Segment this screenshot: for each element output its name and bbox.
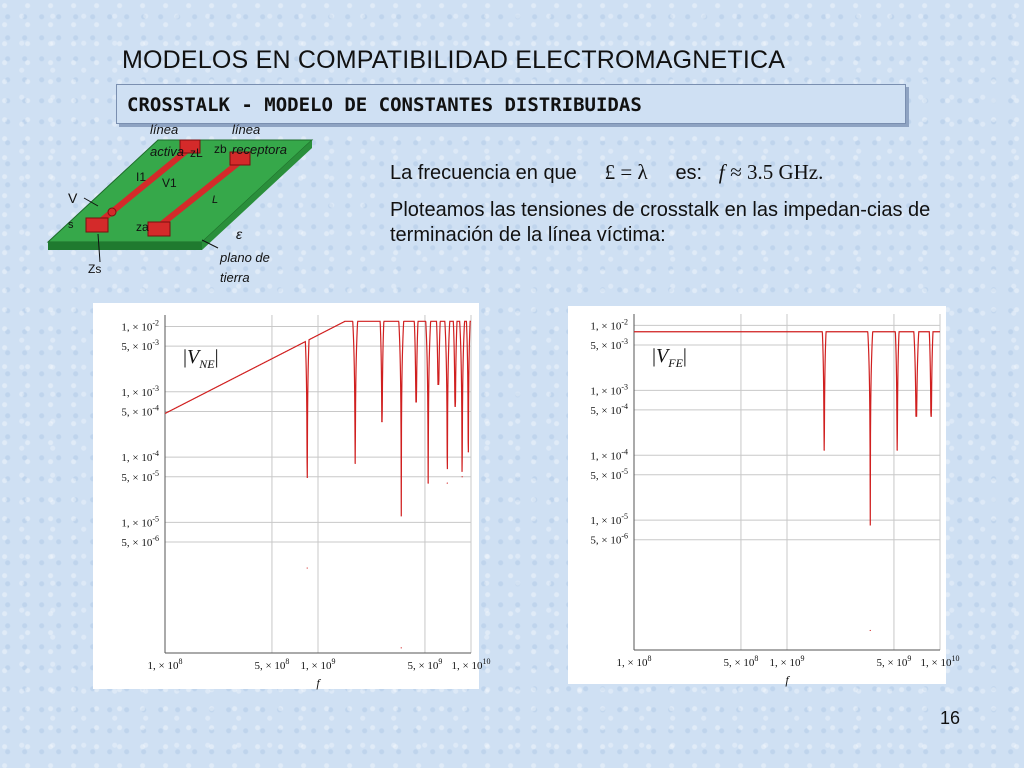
series-label: $|V_{NE}|$ <box>183 346 219 371</box>
y-tick-label: 1, × $10^{-3}$ <box>121 383 159 399</box>
label-v1: V1 <box>162 176 177 190</box>
label-vs: V <box>68 190 78 206</box>
y-tick-label: 5, × $10^{-6}$ <box>121 534 159 550</box>
vfe-plot <box>568 306 960 687</box>
x-tick-label: 1, × $10^8$ <box>616 654 652 669</box>
label-plano-2: tierra <box>220 270 250 285</box>
y-tick-label: 5, × $10^{-4}$ <box>121 403 159 419</box>
frequency-prefix: La frecuencia en que <box>390 162 577 184</box>
x-axis-label: f <box>785 673 789 687</box>
source-box <box>86 218 108 232</box>
frequency-f: f <box>718 160 725 184</box>
y-tick-label: 1, × $10^{-5}$ <box>590 512 628 528</box>
null-point <box>897 450 898 451</box>
label-epsilon: ε <box>236 226 243 242</box>
y-tick-label: 1, × $10^{-3}$ <box>590 382 628 398</box>
label-zs: Zs <box>88 262 102 276</box>
null-point <box>447 482 448 483</box>
null-point <box>455 406 456 407</box>
label-za: za <box>136 220 149 234</box>
frequency-formula: £ = λ <box>604 160 648 184</box>
y-tick-label: 5, × $10^{-3}$ <box>590 336 628 352</box>
label-zl: zL <box>190 146 203 160</box>
slide-subtitle: CROSSTALK - MODELO DE CONSTANTES DISTRIBUIDAS <box>127 94 642 116</box>
x-tick-label: 1, × $10^9$ <box>300 657 336 672</box>
null-point <box>916 416 917 417</box>
null-point <box>824 450 825 451</box>
label-zb: zb <box>214 142 227 156</box>
frequency-value: ≈ 3.5 GHz. <box>730 160 824 184</box>
za-box <box>148 222 170 236</box>
label-l: L <box>212 194 219 206</box>
null-point <box>438 384 439 385</box>
null-point <box>381 421 382 422</box>
subtitle-box <box>116 84 906 124</box>
x-tick-label: 1, × $10^{10}$ <box>451 657 491 672</box>
y-tick-label: 5, × $10^{-4}$ <box>590 401 628 417</box>
crosstalk-circuit-figure <box>40 122 320 292</box>
y-tick-label: 1, × $10^{-4}$ <box>590 447 628 463</box>
series-label: $|V_{FE}|$ <box>652 345 687 370</box>
y-tick-label: 5, × $10^{-5}$ <box>590 466 628 482</box>
label-plano-1: plano de <box>220 250 270 265</box>
null-point <box>416 401 417 402</box>
x-tick-label: 1, × $10^8$ <box>147 657 183 672</box>
label-linea-receptora-2: receptora <box>232 142 287 157</box>
label-linea-activa-1: línea <box>150 122 179 137</box>
vne-plot <box>93 303 491 690</box>
null-point <box>870 630 871 631</box>
x-tick-label: 1, × $10^9$ <box>769 654 805 669</box>
null-point <box>355 463 356 464</box>
y-tick-label: 5, × $10^{-3}$ <box>121 338 159 354</box>
slide-title: MODELOS EN COMPATIBILIDAD ELECTROMAGNETICA <box>122 46 786 74</box>
frequency-statement <box>390 160 823 185</box>
source-node <box>108 208 116 216</box>
y-tick-label: 1, × $10^{-5}$ <box>121 514 159 530</box>
label-s: s <box>68 219 74 231</box>
x-tick-label: 5, × $10^8$ <box>254 657 290 672</box>
x-axis-label: f <box>316 676 320 690</box>
label-linea-activa-2: activa <box>150 144 184 159</box>
x-tick-label: 5, × $10^8$ <box>723 654 759 669</box>
null-point <box>307 567 308 568</box>
vne-plot-panel <box>93 303 491 690</box>
plot-description: Ploteamos las tensiones de crosstalk en las impedan-cias de terminación de la línea víctima: <box>390 199 931 246</box>
label-linea-receptora-1: línea <box>232 122 261 137</box>
null-point <box>468 451 469 452</box>
x-tick-label: 5, × $10^9$ <box>407 657 443 672</box>
ground-plane-front <box>48 242 202 250</box>
frequency-mid: es: <box>675 162 703 184</box>
y-tick-label: 1, × $10^{-2}$ <box>590 317 628 333</box>
x-tick-label: 1, × $10^{10}$ <box>920 654 960 669</box>
null-point <box>401 647 402 648</box>
y-tick-label: 5, × $10^{-6}$ <box>590 531 628 547</box>
vfe-plot-panel <box>568 306 960 687</box>
null-point <box>931 416 932 417</box>
y-tick-label: 1, × $10^{-2}$ <box>121 318 159 334</box>
null-point <box>462 476 463 477</box>
page-number: 16 <box>940 708 961 728</box>
label-i1: I1 <box>136 170 147 184</box>
y-tick-label: 5, × $10^{-5}$ <box>121 468 159 484</box>
null-point <box>428 482 429 483</box>
y-tick-label: 1, × $10^{-4}$ <box>121 449 159 465</box>
x-tick-label: 5, × $10^9$ <box>876 654 912 669</box>
